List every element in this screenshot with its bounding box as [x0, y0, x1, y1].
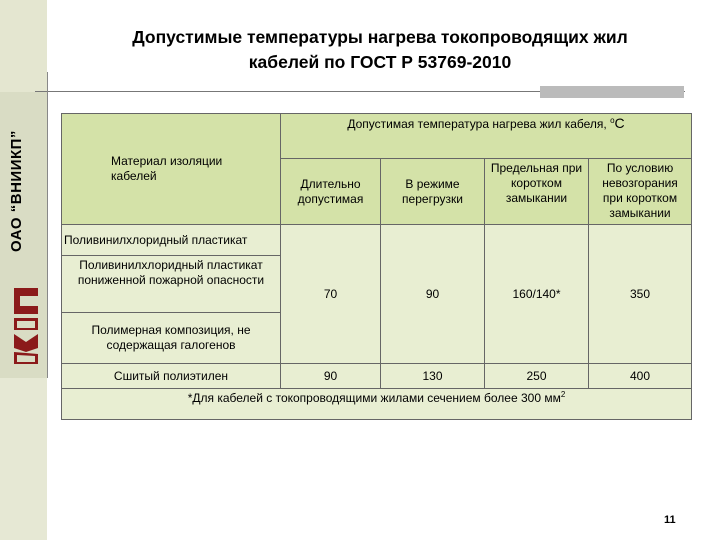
- page-number: 11: [664, 514, 676, 526]
- xlpe-long-term: 90: [281, 364, 381, 389]
- xlpe-short-circuit: 250: [485, 364, 589, 389]
- material-pvc: Поливинилхлоридный пластикат: [62, 225, 281, 256]
- temperature-table: [61, 113, 692, 420]
- title-line-1: Допустимые температуры нагрева токопроводящих жил: [132, 27, 628, 47]
- sidebar-bottom-panel: [0, 378, 47, 540]
- company-logo-icon: [2, 262, 46, 372]
- footnote-sup: 2: [560, 390, 566, 399]
- title-line-2: кабелей по ГОСТ Р 53769-2010: [248, 52, 512, 72]
- col-header-long-term: Длительно допустимая: [281, 159, 381, 225]
- material-halogen-free: Полимерная композиция, не содержащая галогенов: [62, 313, 281, 364]
- temp-unit: С: [614, 115, 625, 131]
- col-header-short-circuit: Предельная при коротком замыкании: [485, 159, 589, 225]
- decor-bar: [540, 86, 684, 98]
- material-pvc-low-fire: Поливинилхлоридный пластикат пониженной пожарной опасности: [62, 256, 281, 313]
- temp-header: [281, 114, 692, 159]
- value-overload: 90: [381, 225, 485, 364]
- footnote: [62, 389, 692, 420]
- material-xlpe: Сшитый полиэтилен: [62, 364, 281, 389]
- org-name: ОАО “ВНИИКП”: [8, 130, 25, 252]
- temp-unit-sup: о: [610, 116, 615, 125]
- material-header: [62, 114, 281, 225]
- footnote-text: *Для кабелей с токопроводящими жилами сечением более 300 мм: [187, 391, 561, 405]
- sidebar-top-panel: [0, 0, 47, 92]
- xlpe-non-ignition: 400: [589, 364, 692, 389]
- sidebar-divider: [47, 72, 48, 378]
- xlpe-overload: 130: [381, 364, 485, 389]
- page-title: [70, 25, 690, 75]
- col-header-non-ignition: По условию невозгорания при коротком замыкании: [589, 159, 692, 225]
- temp-header-text: Допустимая температура нагрева жил кабеля,: [347, 117, 611, 131]
- value-long-term: 70: [281, 225, 381, 364]
- value-short-circuit: 160/140*: [485, 225, 589, 364]
- material-header-text: Материал изоляции кабелей: [111, 154, 223, 183]
- value-non-ignition: 350: [589, 225, 692, 364]
- col-header-overload: В режиме перегрузки: [381, 159, 485, 225]
